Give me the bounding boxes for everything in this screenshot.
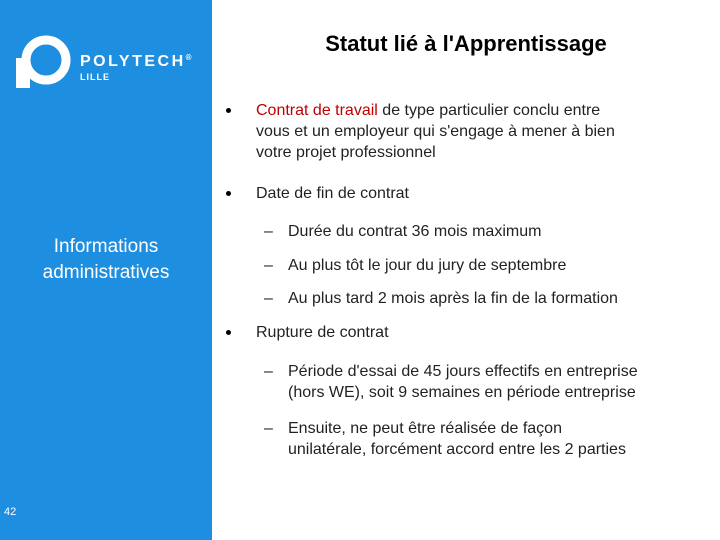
section-label-line-1: Informations bbox=[53, 236, 159, 257]
dash-icon: – bbox=[264, 257, 273, 274]
unilateral-line-1: Ensuite, ne peut être réalisée de façon bbox=[288, 420, 562, 437]
sub-bullet-text bbox=[288, 361, 708, 403]
rupture-heading: Rupture de contrat bbox=[256, 324, 389, 341]
end-date-heading: Date de fin de contrat bbox=[256, 185, 409, 202]
sub-bullet-text: Au plus tôt le jour du jury de septembre bbox=[288, 257, 567, 274]
logo-name: POLYTECH® bbox=[80, 53, 192, 70]
dash-icon: – bbox=[264, 363, 273, 380]
trial-line-2: (hors WE), soit 9 semaines en période entreprise bbox=[288, 384, 636, 401]
bullet-text bbox=[256, 100, 676, 163]
contract-highlight: Contrat de travail bbox=[256, 102, 378, 119]
slide-title: Statut lié à l'Apprentissage bbox=[325, 31, 607, 56]
dash-icon: – bbox=[264, 290, 273, 307]
dash-icon: – bbox=[264, 223, 273, 240]
sub-bullet-text: Durée du contrat 36 mois maximum bbox=[288, 223, 542, 240]
sub-bullet-text: Au plus tard 2 mois après la fin de la formation bbox=[288, 290, 618, 307]
contract-line-3: votre projet professionnel bbox=[256, 144, 436, 161]
bullet-dot-icon bbox=[226, 191, 231, 196]
contract-line-2: vous et un employeur qui s'engage à mener à bien bbox=[256, 123, 615, 140]
bullet-dot-icon bbox=[226, 108, 231, 113]
trial-line-1: Période d'essai de 45 jours effectifs en entreprise bbox=[288, 363, 638, 380]
page-number: 42 bbox=[4, 506, 17, 518]
unilateral-line-2: unilatérale, forcément accord entre les 2 parties bbox=[288, 441, 626, 458]
sub-bullet-text bbox=[288, 418, 708, 460]
logo-city: LILLE bbox=[80, 72, 110, 82]
section-label-line-2: administratives bbox=[42, 262, 170, 283]
contract-text: de type particulier conclu entre bbox=[377, 102, 601, 119]
bullet-dot-icon bbox=[226, 330, 231, 335]
dash-icon: – bbox=[264, 420, 273, 437]
